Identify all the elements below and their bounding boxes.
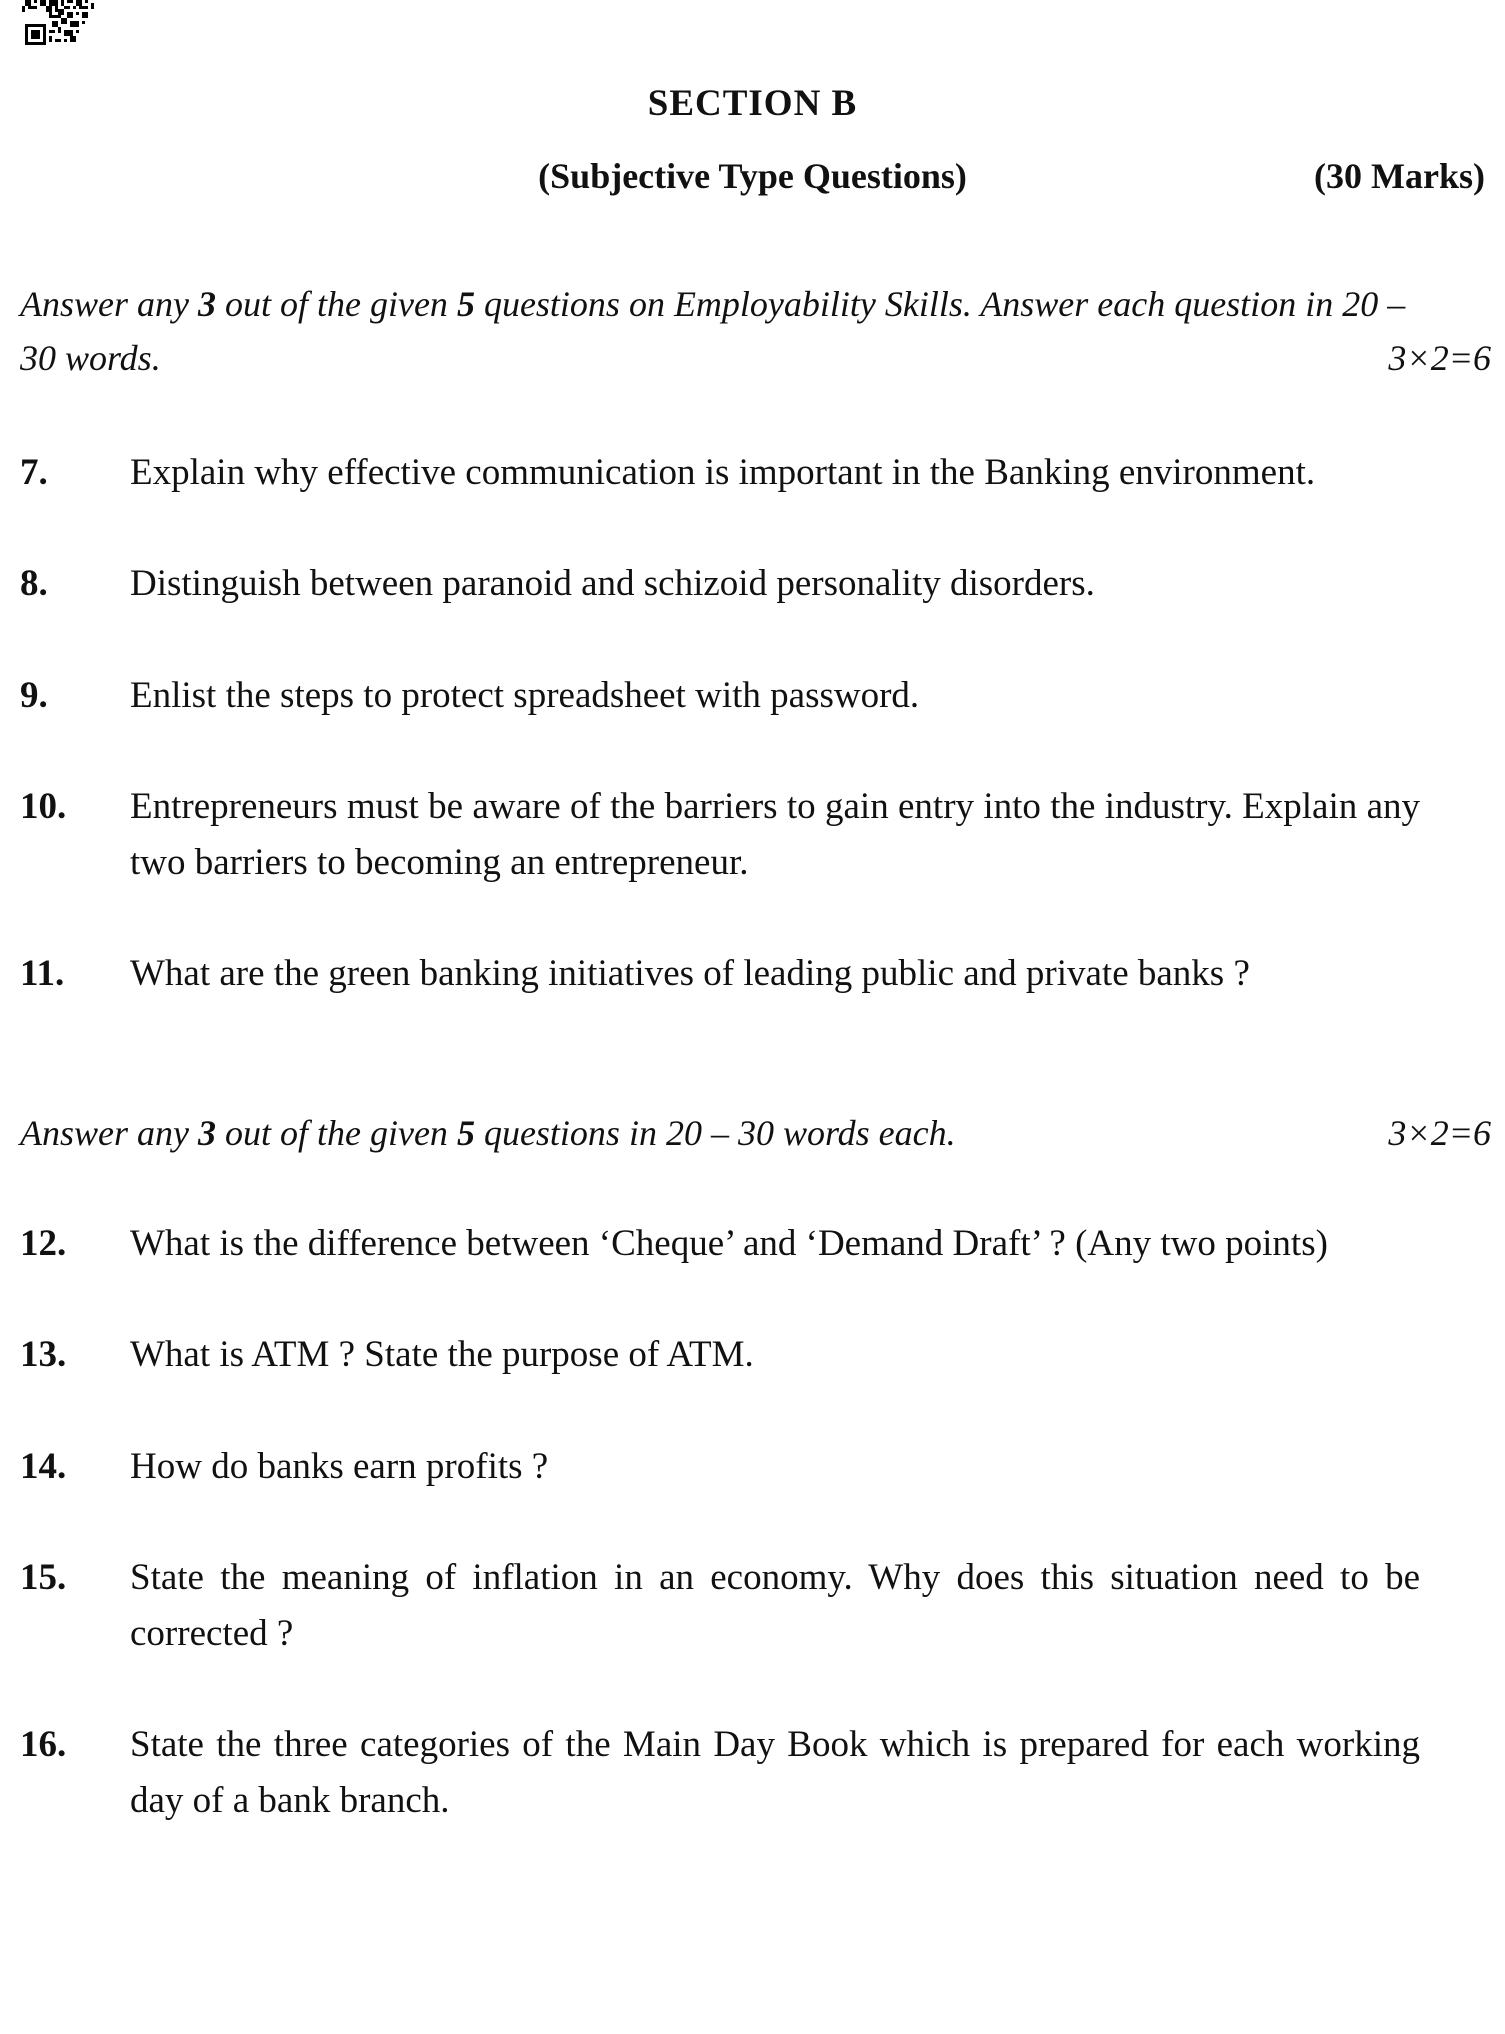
question-number: 15.	[20, 1557, 67, 1599]
question-text: Distinguish between paranoid and schizoid personality disorders.	[130, 563, 1095, 605]
instruction-segment: out of the given	[215, 1112, 457, 1153]
question-text: Entrepreneurs must be aware of the barriers to gain entry into the industry. Explain any two barriers to becoming an entrepreneur.	[130, 786, 1420, 883]
question-row-11	[20, 946, 1485, 1002]
section-title: SECTION B	[647, 83, 858, 124]
question-row-16	[20, 1717, 1485, 1828]
question-text: What is ATM ? State the purpose of ATM.	[130, 1334, 754, 1376]
marks-scheme: 3×2=6	[1388, 337, 1491, 378]
question-row-15	[20, 1550, 1485, 1661]
instruction-count: 5	[456, 1112, 475, 1153]
question-number: 13.	[20, 1334, 67, 1376]
question-text: Explain why effective communication is important in the Banking environment.	[130, 451, 1316, 493]
question-number: 7.	[20, 451, 48, 493]
question-text: State the three categories of the Main Day Book which is prepared for each working day of a bank branch.	[130, 1724, 1420, 1821]
question-row-7	[20, 445, 1485, 501]
instruction-segment: questions on Employability Skills. Answer each question in 20 – 30 words.	[20, 283, 1406, 378]
question-text: Enlist the steps to protect spreadsheet with password.	[130, 674, 920, 716]
instruction-count: 3	[197, 1112, 216, 1153]
instruction-count: 5	[456, 283, 475, 324]
question-number: 11.	[20, 953, 65, 995]
question-row-10	[20, 779, 1485, 890]
qr-code-icon	[22, 0, 100, 48]
question-number: 14.	[20, 1445, 67, 1487]
instruction-block-2	[20, 1106, 1491, 1160]
instruction-segment: Answer any	[20, 283, 198, 324]
section-subtitle: (Subjective Type Questions)	[538, 156, 967, 197]
instruction-text	[20, 1106, 1420, 1160]
instruction-text	[20, 277, 1420, 385]
instruction-count: 3	[197, 283, 216, 324]
question-text: What are the green banking initiatives of leading public and private banks ?	[130, 953, 1250, 995]
question-list-part-2	[20, 1216, 1485, 1829]
question-text: What is the difference between ‘Cheque’ and ‘Demand Draft’ ? (Any two points)	[130, 1222, 1328, 1264]
question-number: 9.	[20, 674, 48, 716]
subtitle-row	[20, 155, 1485, 198]
question-number: 10.	[20, 786, 67, 828]
question-list-part-1	[20, 445, 1485, 1002]
instruction-block-1	[20, 277, 1491, 385]
question-text: State the meaning of inflation in an economy. Why does this situation need to be corrected ?	[130, 1557, 1420, 1654]
instruction-segment: out of the given	[215, 283, 457, 324]
marks-scheme: 3×2=6	[1388, 1112, 1491, 1153]
question-row-13	[20, 1327, 1485, 1383]
question-row-9	[20, 668, 1485, 724]
question-number: 8.	[20, 563, 48, 605]
instruction-segment: questions in 20 – 30 words each.	[474, 1112, 956, 1153]
total-marks: (30 Marks)	[1314, 156, 1485, 197]
question-text: How do banks earn profits ?	[130, 1445, 549, 1487]
question-row-12	[20, 1216, 1485, 1272]
question-row-14	[20, 1439, 1485, 1495]
question-row-8	[20, 556, 1485, 612]
question-number: 12.	[20, 1222, 67, 1264]
question-number: 16.	[20, 1724, 67, 1766]
instruction-segment: Answer any	[20, 1112, 198, 1153]
